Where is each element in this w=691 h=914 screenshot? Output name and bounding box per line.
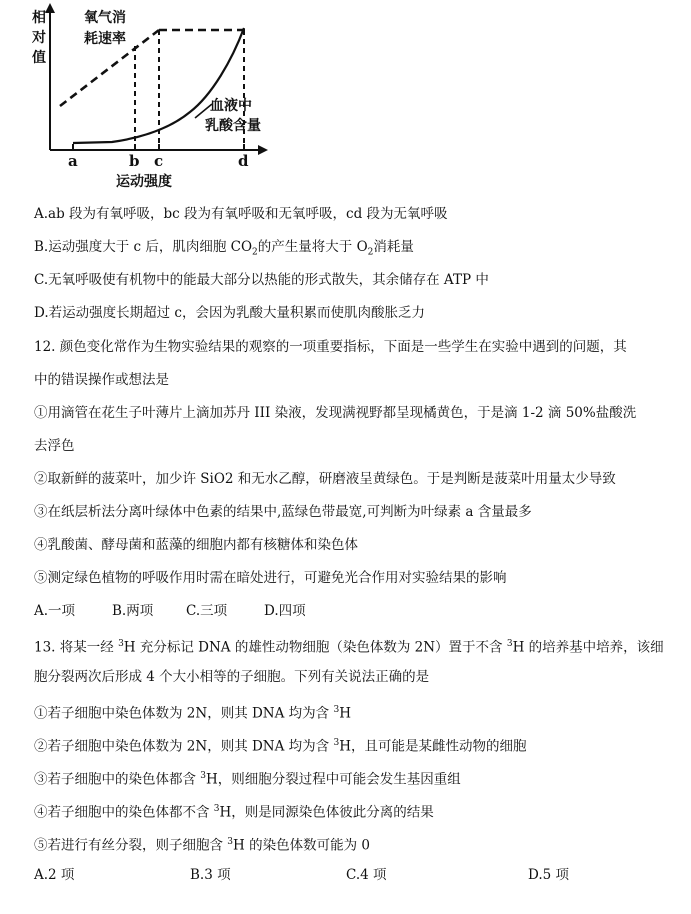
q12-option-a: A.一项: [34, 603, 76, 619]
tick-label-c: c: [154, 152, 164, 170]
y-axis-label: 相对值: [32, 10, 46, 66]
q13-option-d: D.5 项: [528, 867, 570, 883]
q13-item3: ③若子细胞中的染色体都含 $^3$H，则细胞分裂过程中可能会发生基因重组: [34, 771, 461, 788]
q13-option-a: A.2 项: [34, 867, 75, 883]
q12-stem-line2: 中的错误操作或想法是: [34, 372, 169, 388]
q12-option-d: D.四项: [264, 603, 306, 619]
x-axis-arrow: [258, 145, 268, 155]
q13-option-c: C.4 项: [346, 867, 387, 883]
q13-stem-line2: 胞分裂两次后形成 4 个大小相等的子细胞。下列有关说法正确的是: [34, 669, 430, 685]
figure-exercise-intensity: [0, 0, 300, 200]
q12-item5: ⑤测定绿色植物的呼吸作用时需在暗处进行，可避免光合作用对实验结果的影响: [34, 570, 507, 586]
o2-curve-label-2: 耗速率: [84, 31, 126, 47]
q11-option-c: C.无氧呼吸使有机物中的能最大部分以热能的形式散失，其余储存在 ATP 中: [34, 272, 489, 288]
lactate-label-1: 血液中: [210, 98, 252, 114]
q13-option-b: B.3 项: [190, 867, 231, 883]
q13-item4: ④若子细胞中的染色体都不含 $^3$H，则是同源染色体彼此分离的结果: [34, 804, 434, 821]
lactate-label-2: 乳酸含量: [205, 118, 261, 134]
q11-option-d: D.若运动强度长期超过 c，会因为乳酸大量积累而使肌肉酸胀乏力: [34, 305, 425, 321]
tick-label-a: a: [68, 152, 78, 170]
q13-item1: ①若子细胞中染色体数为 2N，则其 DNA 均为含 $^3$H: [34, 705, 351, 722]
q12-stem-line1: 12. 颜色变化常作为生物实验结果的观察的一项重要指标，下面是一些学生在实验中遇到的问题，其: [34, 339, 627, 355]
q12-option-c: C.三项: [186, 603, 228, 619]
q11-option-a: A.ab 段为有氧呼吸，bc 段为有氧呼吸和无氧呼吸，cd 段为无氧呼吸: [34, 206, 448, 222]
q12-item2: ②取新鲜的菠菜叶，加少许 SiO2 和无水乙醇，研磨液呈黄绿色。于是判断是菠菜叶用量太少导致: [34, 471, 616, 487]
q13-stem-line1: 13. 将某一经 $^3$H 充分标记 DNA 的雄性动物细胞（染色体数为 2N）置于不含 $^3$H 的培养基中培养，该细: [34, 639, 664, 656]
q12-item4: ④乳酸菌、酵母菌和蓝藻的细胞内都有核糖体和染色体: [34, 537, 358, 553]
q12-item1-line1: ①用滴管在花生子叶薄片上滴加苏丹 III 染液，发现满视野都呈现橘黄色，于是滴 1-2 滴 50%盐酸洗: [34, 405, 637, 421]
o2-curve-label-1: 氧气消: [84, 10, 126, 26]
q13-item2: ②若子细胞中染色体数为 2N，则其 DNA 均为含 $^3$H，且可能是某雌性动物的细胞: [34, 738, 527, 755]
q12-option-b: B.两项: [112, 603, 154, 619]
q12-item3: ③在纸层析法分离叶绿体中色素的结果中,蓝绿色带最宽,可判断为叶绿素 a 含量最多: [34, 504, 532, 520]
q11-option-b: B.运动强度大于 c 后，肌肉细胞 $CO_2$的产生量将大于 $O_2$消耗量: [34, 239, 414, 258]
tick-label-b: b: [129, 152, 140, 170]
q13-item5: ⑤若进行有丝分裂，则子细胞含 $^3$H 的染色体数可能为 0: [34, 837, 370, 854]
tick-label-d: d: [238, 152, 249, 170]
x-axis-label: 运动强度: [116, 174, 172, 190]
q12-item1-line2: 去浮色: [34, 438, 75, 454]
